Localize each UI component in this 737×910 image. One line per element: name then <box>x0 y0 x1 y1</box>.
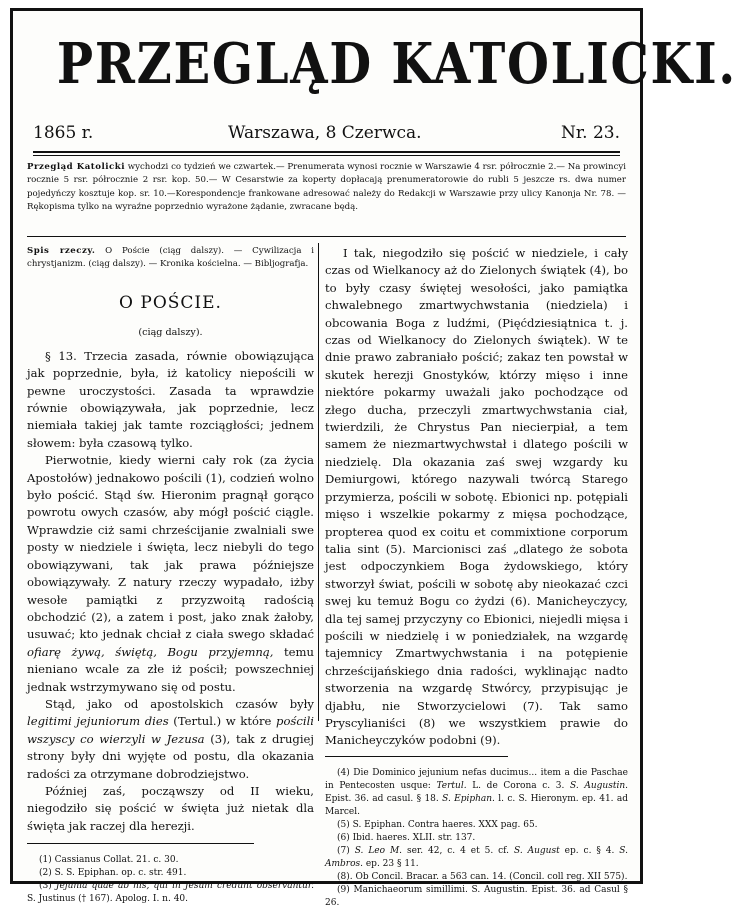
footnote-7-text-d: ep. 23 § 11. <box>363 858 419 869</box>
column-separator <box>318 243 319 721</box>
dateline <box>33 123 620 147</box>
footnote-4-italic-3: S. Epiphan. <box>442 793 495 804</box>
footnote-7-text-b: ser. 42, c. 4 et 5. cf. <box>402 845 514 856</box>
subscription-lead: Przegląd Katolicki <box>27 162 125 172</box>
paragraph-4: Później zaś, począwszy od II wieku, niegodziło się pościć w święta już nietak dla święta jak raczej dla herezji. <box>27 783 314 833</box>
table-of-contents <box>27 245 314 271</box>
right-column <box>325 245 628 910</box>
footnotes-rule-right <box>325 756 508 757</box>
footnote-3-text-a: (3) <box>39 881 56 892</box>
paragraph-3-italic-2: pościli wszyscy co wierzyli w Jezusa <box>27 714 314 746</box>
paragraph-3-italic-1: legitimi jejuniorum dies <box>27 714 169 729</box>
paragraph-3-text-b: (Tertul.) w które <box>168 714 277 729</box>
footnote-4-italic-2: S. Augustin. <box>570 780 628 791</box>
footnote-1: (1) Cassianus Collat. 21. c. 30. <box>39 855 179 866</box>
footnote-5: (5) S. Epiphan. Contra haeres. XXX pag. 65. <box>337 819 538 830</box>
paragraph-2-text-b: temu nieniano wcale za złe iż pościł; powszechniej jednak wstrzymywano się od postu. <box>27 644 314 694</box>
footnote-2: (2) S. S. Epiphan. op. c. str. 491. <box>39 868 187 879</box>
paragraph-1: § 13. Trzecia zasada, równie obowiązująca jak poprzednie, była, iż katolicy niepościli w pewne uroczystości. Zasada ta wprawdzie równie obowiązywała, jak poprzednie, lecz niemiała takiej jak tamte rozciągłości; jednem słowem: była czasową tylko. <box>27 348 314 450</box>
footnote-4-text-c: Epist. 36. ad casul. § 18. <box>325 793 443 804</box>
footnote-7-italic-3: S. Ambros. <box>325 845 629 869</box>
footnote-7-text-c: ep. c. § 4. <box>559 845 620 856</box>
left-column <box>27 245 314 906</box>
subscription-notice <box>27 161 626 215</box>
subscription-text: wychodzi co tydzień we czwartek.— Prenumerata wynosi rocznie w Warszawie 4 rsr. półrocznie 2.— Na prowincyi rocznie 5 rsr. półrocznie 2 rsr. kop. 50.— W Cesarstwie za koperty dopłacają prenumeratorowie do rubli 5 jeszcze rs. dwa numer pojedyńczy kosztuje kop. sr. 10.—Korespondencje frankowane adresować należy do Redakcji w Warszawie przy ulicy Kanonja Nr. 78. —Rękopisma tylko na wyraźne poprzednio wyrażone żądanie, zwracane będą. <box>27 162 626 213</box>
article-subtitle: (ciąg dalszy). <box>138 327 203 339</box>
paragraph-3-text-a: Stąd, jako od apostolskich czasów były <box>45 696 314 711</box>
footnote-7 <box>325 845 628 871</box>
footnote-4 <box>325 767 628 819</box>
toc-lead: Spis rzeczy. <box>27 246 96 256</box>
footnote-4-text-b: L. de Corona c. 3. <box>466 780 571 791</box>
footnote-9: (9) Manichaeorum simillimi. S. Augustin. Epist. 36. ad Casul § 26. <box>325 884 628 908</box>
paragraph-3-text-c: (3), tak z drugiej strony były dni wyjęte od postu, dla okazania radości za otrzymane dobrodziejstwo. <box>27 731 314 781</box>
issue-number: Nr. 23. <box>561 123 620 143</box>
footnote-3 <box>27 880 314 906</box>
header-rule-thin <box>33 155 620 156</box>
paragraph-5: I tak, niegodziło się pościć w niedziele, i cały czas od Wielkanocy aż do Zielonych świątek (4), bo to były czasy świętej wesołości, jako pamiątka chwalebnego zmartwychwstania (niedziela) i obcowania Boga z ludźmi, (Pięćdziesiątnica t. j. czas od Wielkanocy do Zielonych świątek). W te dnie prawo zabraniało pościć; zakaz ten powstał w skutek herezji Gnostyków, którzy mięso i inne niektóre pokarmy uważali jako pochodzące od złego ducha, przeczyli zmartwychwstania ciał, twierdzili, że Chrystus Pan niecierpiał, a tem samem że niezmartwychwstał i dlatego pościli w niedzielę. Dla okazania zaś swej wzgardy ku Demiurgowi, którego nazywali twórcą Starego przymierza, pościli w sobotę. Ebionici np. potępiali mięso i wszelkie pokarmy z mięsa pochodzące, propterea quod ex coitu et commixtione corporum talia sint (5). Marcionisci zaś „dlatego że sobota jest odpoczynkiem Boga żydowskiego, który stworzył świat, pościli w sobotę aby nieokazać czci swej ku temuż Bogu co żydzi (6). Manicheyczycy, dla tej samej przyczyny co Ebionici, niejedli mięsa i pościli w niedzielę i w poniedziałek, na wzgardę tajemnicy Zmartwychwstania i na potępienie chrześcijańskiego dnia radości, wyklinając nadto stworzenia na wzgardę Stwórcy, przypisując je djabłu, nie Stworzycielowi (7). Tak samo Pryscylianiści (8) we wszystkiem prawie do Manicheyczyków podobni (9). <box>325 246 628 748</box>
footnote-6: (6) Ibid. haeres. XLII. str. 137. <box>337 832 476 843</box>
paragraph-2-text-a: Pierwotnie, kiedy wierni cały rok (za życia Apostołów) jednakowo pościli (1), codzień wolno było pościć. Stąd św. Hieronim pragnął gorąco powrotu owych czasów, aby mógł pościć ciągle. Wprawdzie ciż sami chrześcijanie zwalniali swe posty w niedziele i święta, lecz niebyli do tego obowiązywani, tak jak prawa późniejsze obowiązywały. Z natury rzeczy wypadało, iżby wesołe pamiątki z przyzwoitą radością obchodzić (2), a zatem i post, jako znak żałoby, usuwać; kto jednak chciał z ciała swego składać <box>27 453 314 642</box>
footnote-7-text-a: (7) <box>337 845 355 856</box>
footnote-4-text-d: l. c. S. Hieronym. ep. 41. ad Marcel. <box>325 793 628 817</box>
footnote-3-text-b: S. Justinus († 167). Apolog. I. n. 40. <box>27 894 189 905</box>
masthead-title: PRZEGLĄD KATOLICKI. <box>56 31 737 97</box>
footnotes-rule-left <box>27 843 254 844</box>
newspaper-page <box>10 8 737 908</box>
paragraph-2 <box>27 452 314 696</box>
header-rule-thick <box>33 151 620 153</box>
toc-text: O Poście (ciąg dalszy). — Cywilizacja i chrystjanizm. (ciąg dalszy). — Kronika kościelna. — Bibljografja. <box>27 246 315 269</box>
footnote-7-italic-2: S. August <box>513 845 560 856</box>
footnote-3-italic: Jejunia quae ab his, qui in Jesum credunt observantur. <box>55 881 315 892</box>
footnote-8: (8). Ob Concil. Bracar. a 563 can. 14. (Concil. coll reg. XII 575). <box>337 871 628 882</box>
article-title: O POŚCIE. <box>119 293 222 313</box>
footnotes-left <box>27 854 314 906</box>
issue-year: 1865 r. <box>33 123 94 143</box>
footnote-4-text-a: (4) Die Dominico jejunium nefas ducimus... item a die Paschae in Pentecosten usque: <box>325 767 628 791</box>
paragraph-2-italic: ofiarę żywą, świętą, Bogu przyjemną, <box>27 644 274 659</box>
footnotes-right <box>325 767 628 910</box>
footnote-4-italic-1: Tertul. <box>436 780 467 791</box>
issue-place-date: Warszawa, 8 Czerwca. <box>228 123 422 143</box>
paragraph-3 <box>27 696 314 783</box>
subscription-rule <box>27 236 626 237</box>
footnote-7-italic-1: S. Leo M. <box>354 845 403 856</box>
